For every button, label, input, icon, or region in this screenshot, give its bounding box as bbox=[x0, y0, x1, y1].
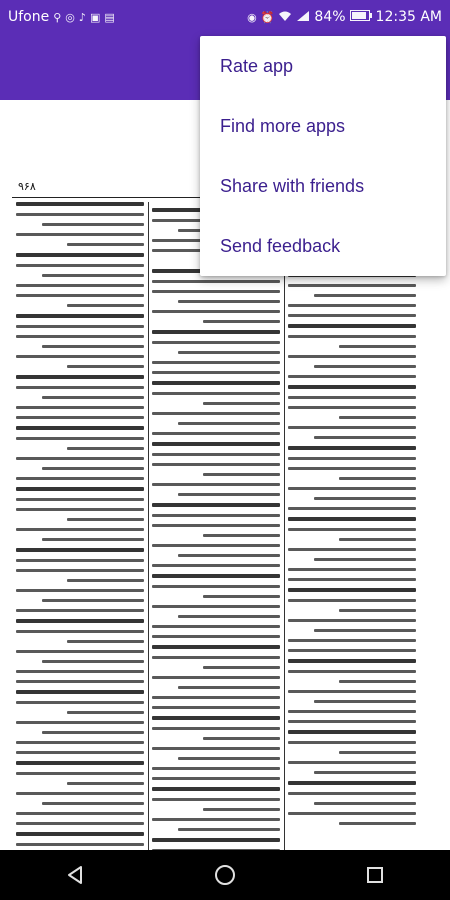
scan-text-line bbox=[314, 497, 416, 500]
scan-text-line bbox=[16, 253, 144, 257]
scan-text-line bbox=[288, 314, 416, 317]
menu-item-share-with-friends[interactable]: Share with friends bbox=[220, 175, 365, 196]
scan-text-line bbox=[152, 605, 280, 608]
scan-column-left bbox=[16, 202, 144, 850]
scan-text-line bbox=[178, 351, 280, 354]
scan-text-line bbox=[339, 416, 416, 419]
scan-text-line bbox=[152, 514, 280, 517]
scan-text-line bbox=[288, 355, 416, 358]
scan-text-line bbox=[314, 436, 416, 439]
scan-text-line bbox=[178, 422, 280, 425]
scan-text-line bbox=[67, 365, 144, 368]
home-icon[interactable] bbox=[205, 855, 245, 895]
scan-text-line bbox=[16, 772, 144, 775]
scan-text-line bbox=[152, 442, 280, 446]
scan-text-line bbox=[67, 304, 144, 307]
scan-text-line bbox=[152, 310, 280, 313]
scan-text-line bbox=[288, 659, 416, 663]
scan-text-line bbox=[339, 822, 416, 825]
scan-text-line bbox=[288, 761, 416, 764]
scan-text-line bbox=[152, 361, 280, 364]
scan-text-line bbox=[288, 670, 416, 673]
scan-text-line bbox=[288, 457, 416, 460]
scan-text-line bbox=[16, 701, 144, 704]
scan-text-line bbox=[16, 498, 144, 501]
scan-text-line bbox=[16, 761, 144, 765]
scan-text-line bbox=[16, 619, 144, 623]
scan-text-line bbox=[314, 700, 416, 703]
scan-text-line bbox=[288, 649, 416, 652]
scan-text-line bbox=[203, 808, 280, 811]
scan-text-line bbox=[16, 721, 144, 724]
usb-icon: ⚲ bbox=[53, 10, 62, 24]
scan-text-line bbox=[16, 457, 144, 460]
scan-text-line bbox=[152, 341, 280, 344]
scan-text-line bbox=[288, 335, 416, 338]
scan-text-line bbox=[288, 324, 416, 328]
scan-text-line bbox=[314, 629, 416, 632]
scan-text-line bbox=[152, 574, 280, 578]
menu-item-rate-app[interactable]: Rate app bbox=[220, 55, 294, 76]
recents-icon[interactable] bbox=[355, 855, 395, 895]
scan-text-line bbox=[288, 720, 416, 723]
scan-text-line bbox=[42, 274, 144, 277]
scan-text-line bbox=[178, 493, 280, 496]
scan-text-line bbox=[288, 528, 416, 531]
scan-text-line bbox=[152, 524, 280, 527]
scan-text-line bbox=[288, 406, 416, 409]
scan-text-line bbox=[42, 660, 144, 663]
scan-text-line bbox=[16, 690, 144, 694]
scan-text-line bbox=[16, 528, 144, 531]
scan-text-line bbox=[16, 487, 144, 491]
scan-text-line bbox=[314, 365, 416, 368]
scan-text-line bbox=[152, 432, 280, 435]
e-icon: ▣ bbox=[89, 10, 101, 24]
scan-text-line bbox=[152, 625, 280, 628]
scan-text-line bbox=[288, 304, 416, 307]
scan-text-line bbox=[178, 554, 280, 557]
signal-icon bbox=[296, 10, 310, 25]
scan-text-line bbox=[42, 467, 144, 470]
scan-text-line bbox=[152, 381, 280, 385]
scan-text-line bbox=[67, 518, 144, 521]
scan-text-line bbox=[152, 330, 280, 334]
scan-text-line bbox=[178, 615, 280, 618]
scan-text-line bbox=[288, 284, 416, 287]
scan-text-line bbox=[152, 635, 280, 638]
scan-text-line bbox=[152, 564, 280, 567]
scan-text-line bbox=[16, 264, 144, 267]
scan-text-line bbox=[16, 437, 144, 440]
scan-text-line bbox=[178, 757, 280, 760]
scan-text-line bbox=[152, 585, 280, 588]
menu-item-find-more-apps[interactable]: Find more apps bbox=[220, 115, 346, 136]
scan-text-line bbox=[152, 503, 280, 507]
scan-text-line bbox=[16, 569, 144, 572]
scan-text-line bbox=[288, 487, 416, 490]
scan-text-line bbox=[16, 508, 144, 511]
scan-text-line bbox=[288, 507, 416, 510]
scan-text-line bbox=[288, 690, 416, 693]
scan-text-line bbox=[67, 579, 144, 582]
column-rule bbox=[148, 202, 149, 850]
status-right bbox=[247, 9, 442, 25]
scan-text-line bbox=[16, 832, 144, 836]
scan-text-line bbox=[42, 538, 144, 541]
nfc-icon: ◉ bbox=[247, 10, 257, 24]
scan-text-line bbox=[288, 741, 416, 744]
scan-text-line bbox=[152, 371, 280, 374]
scan-text-line bbox=[152, 767, 280, 770]
scan-text-line bbox=[288, 812, 416, 815]
wifi-icon bbox=[278, 10, 292, 25]
scan-text-line bbox=[152, 838, 280, 842]
scan-text-line bbox=[152, 290, 280, 293]
scan-text-line bbox=[16, 284, 144, 287]
scan-text-line bbox=[16, 335, 144, 338]
scan-text-line bbox=[288, 385, 416, 389]
scan-text-line bbox=[42, 223, 144, 226]
scan-column-right bbox=[288, 202, 416, 850]
back-icon[interactable] bbox=[55, 855, 95, 895]
scan-text-line bbox=[152, 787, 280, 791]
scan-text-line bbox=[16, 426, 144, 430]
scan-text-line bbox=[152, 392, 280, 395]
scan-text-line bbox=[288, 467, 416, 470]
scan-text-line bbox=[16, 548, 144, 552]
menu-item-send-feedback[interactable]: Send feedback bbox=[220, 235, 341, 256]
navigation-bar bbox=[0, 850, 450, 900]
scan-text-line bbox=[314, 771, 416, 774]
scan-text-line bbox=[16, 822, 144, 825]
scan-text-line bbox=[16, 670, 144, 673]
scan-text-line bbox=[288, 375, 416, 378]
scan-text-line bbox=[16, 589, 144, 592]
scan-text-line bbox=[339, 538, 416, 541]
scan-text-line bbox=[178, 300, 280, 303]
scan-text-line bbox=[288, 426, 416, 429]
scan-text-line bbox=[314, 558, 416, 561]
scan-text-line bbox=[152, 483, 280, 486]
scan-text-line bbox=[152, 818, 280, 821]
scan-text-line bbox=[314, 294, 416, 297]
scan-text-line bbox=[288, 781, 416, 785]
scan-text-line bbox=[16, 416, 144, 419]
scan-text-line bbox=[203, 473, 280, 476]
scan-text-line bbox=[42, 396, 144, 399]
scan-text-line bbox=[152, 280, 280, 283]
scan-text-line bbox=[67, 711, 144, 714]
scan-text-line bbox=[67, 782, 144, 785]
scan-text-line bbox=[288, 568, 416, 571]
scan-text-line bbox=[314, 802, 416, 805]
scan-text-line bbox=[288, 730, 416, 734]
scan-text-line bbox=[16, 559, 144, 562]
scan-text-line bbox=[178, 686, 280, 689]
scan-text-line bbox=[16, 609, 144, 612]
scan-text-line bbox=[16, 355, 144, 358]
scan-text-line bbox=[16, 233, 144, 236]
scan-text-line bbox=[152, 706, 280, 709]
scan-text-line bbox=[152, 798, 280, 801]
scan-text-line bbox=[288, 639, 416, 642]
scan-text-line bbox=[288, 396, 416, 399]
scan-text-line bbox=[16, 792, 144, 795]
dictionary-page-scan[interactable] bbox=[12, 178, 417, 850]
scan-text-line bbox=[152, 656, 280, 659]
scan-text-line bbox=[16, 202, 144, 206]
scan-text-line bbox=[16, 325, 144, 328]
scan-text-line bbox=[16, 741, 144, 744]
scan-text-line bbox=[16, 680, 144, 683]
clock: 12:35 AM bbox=[375, 9, 442, 25]
scan-text-line bbox=[203, 666, 280, 669]
scan-text-line bbox=[152, 716, 280, 720]
scan-text-line bbox=[42, 599, 144, 602]
status-left bbox=[8, 9, 115, 25]
facebook-icon: ▤ bbox=[104, 10, 115, 24]
scan-text-line bbox=[16, 406, 144, 409]
scan-text-line bbox=[67, 243, 144, 246]
scan-text-line bbox=[42, 731, 144, 734]
scan-text-line bbox=[288, 578, 416, 581]
scan-text-line bbox=[288, 517, 416, 521]
scan-text-line bbox=[67, 640, 144, 643]
scan-text-line bbox=[16, 477, 144, 480]
scan-text-line bbox=[152, 676, 280, 679]
scan-text-line bbox=[16, 650, 144, 653]
scan-text-line bbox=[42, 802, 144, 805]
scan-text-line bbox=[152, 747, 280, 750]
scan-text-line bbox=[288, 446, 416, 450]
column-rule bbox=[284, 202, 285, 850]
scan-text-line bbox=[16, 213, 144, 216]
battery-percent: 84% bbox=[314, 9, 346, 25]
scan-text-line bbox=[203, 320, 280, 323]
scan-text-line bbox=[339, 751, 416, 754]
scan-text-line bbox=[152, 453, 280, 456]
alarm-icon: ⏰ bbox=[260, 10, 275, 24]
battery-icon bbox=[350, 10, 372, 24]
scan-text-line bbox=[203, 534, 280, 537]
scan-text-line bbox=[288, 548, 416, 551]
status-bar bbox=[0, 0, 450, 34]
scan-text-line bbox=[339, 680, 416, 683]
scan-text-line bbox=[16, 294, 144, 297]
scan-text-line bbox=[152, 645, 280, 649]
scan-text-line bbox=[203, 402, 280, 405]
scan-text-line bbox=[16, 843, 144, 846]
scan-text-line bbox=[178, 828, 280, 831]
scan-text-line bbox=[288, 792, 416, 795]
scan-text-line bbox=[203, 737, 280, 740]
scan-text-line bbox=[16, 751, 144, 754]
scan-text-line bbox=[288, 619, 416, 622]
scan-text-line bbox=[288, 599, 416, 602]
scan-text-line bbox=[16, 314, 144, 318]
tiktok-icon: ♪ bbox=[78, 10, 86, 24]
scan-text-line bbox=[67, 447, 144, 450]
scan-text-line bbox=[203, 595, 280, 598]
scan-text-line bbox=[288, 588, 416, 592]
scan-text-line bbox=[339, 345, 416, 348]
scan-text-line bbox=[16, 386, 144, 389]
scan-text-line bbox=[288, 710, 416, 713]
carrier-name: Ufone bbox=[8, 9, 50, 25]
scan-text-line bbox=[152, 544, 280, 547]
scan-text-line bbox=[152, 696, 280, 699]
scan-text-line bbox=[152, 463, 280, 466]
scan-text-line bbox=[16, 630, 144, 633]
scan-column-middle bbox=[152, 202, 280, 850]
scan-text-line bbox=[152, 727, 280, 730]
overflow-menu bbox=[200, 36, 446, 276]
scan-text-line bbox=[339, 477, 416, 480]
scan-text-line bbox=[16, 375, 144, 379]
scan-text-line bbox=[16, 812, 144, 815]
scan-text-line bbox=[42, 345, 144, 348]
scan-text-line bbox=[339, 609, 416, 612]
scan-text-line bbox=[152, 777, 280, 780]
scan-page-number: ۹۶۸ bbox=[18, 180, 36, 193]
whatsapp-icon: ◎ bbox=[65, 10, 75, 24]
scan-text-line bbox=[152, 412, 280, 415]
